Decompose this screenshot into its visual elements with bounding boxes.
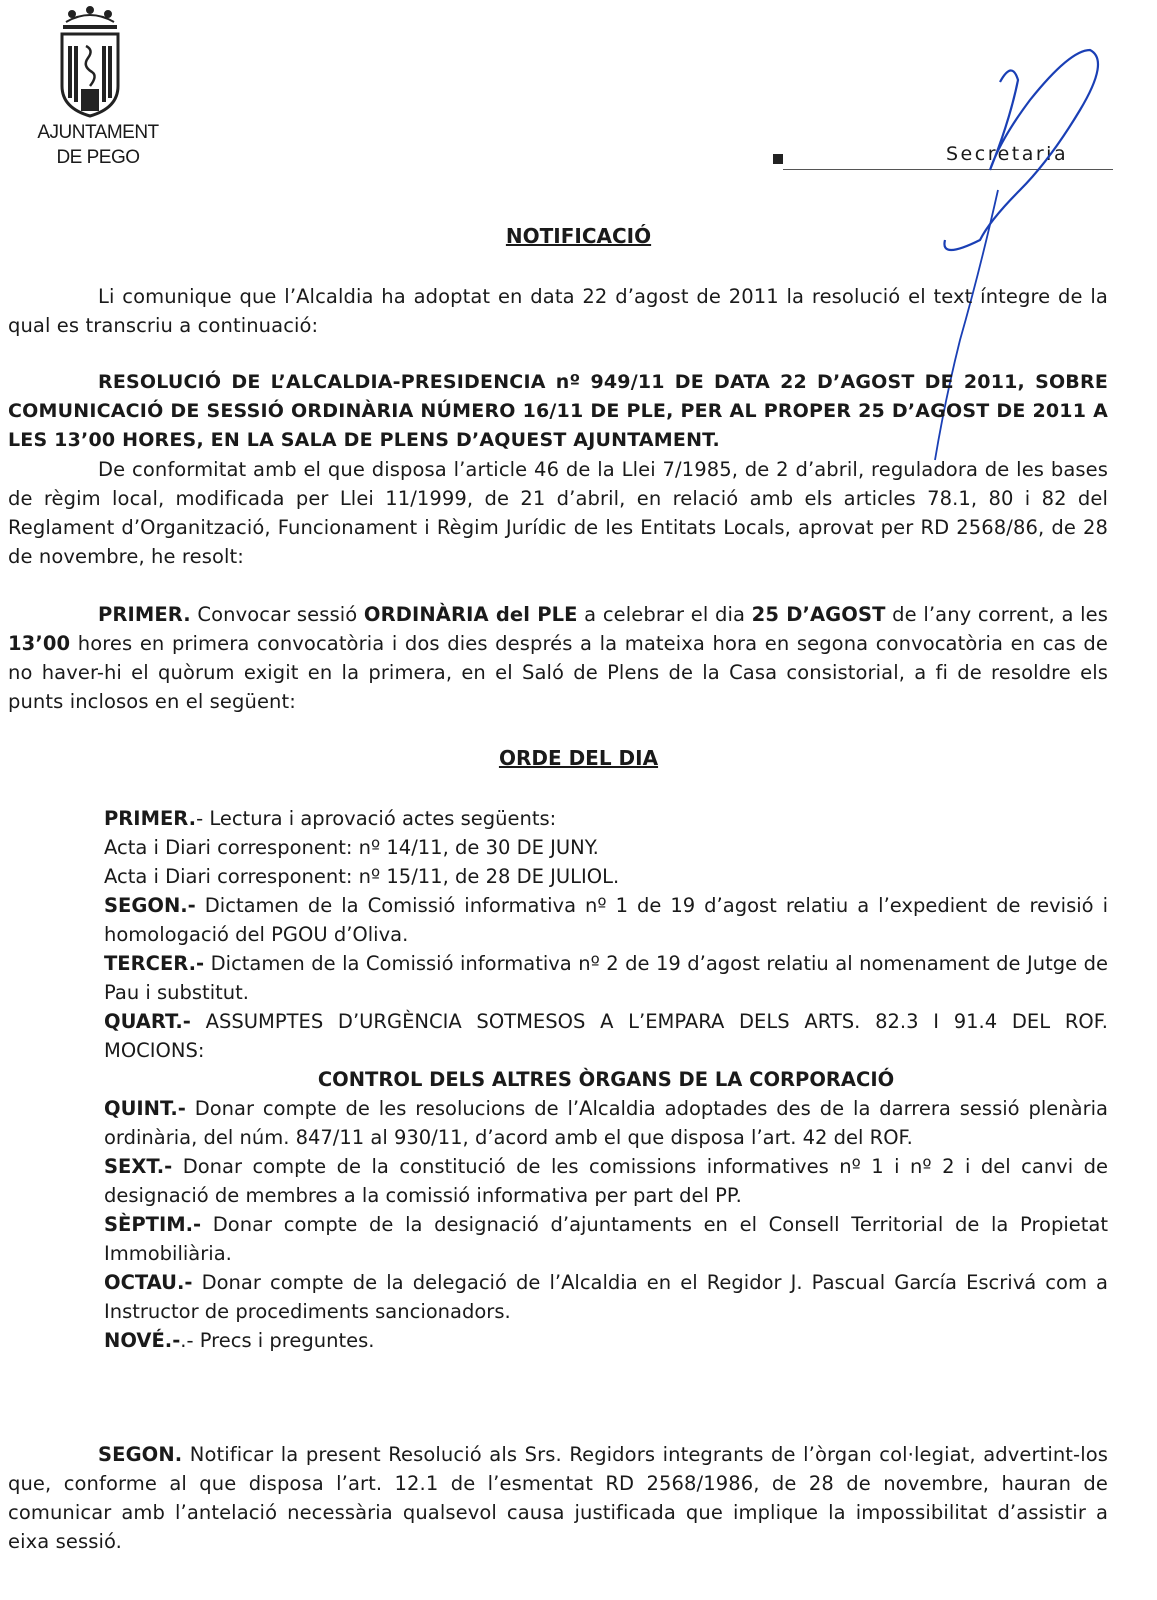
intro-paragraph: Li comunique que l’Alcaldia ha adoptat en data 22 d’agost de 2011 la resolució el text íntegre de la qual es transcriu a continuació: [8,285,1108,337]
agenda-item: QUART.- ASSUMPTES D’URGÈNCIA SOTMESOS A L’EMPARA DELS ARTS. 82.3 I 91.4 DEL ROF. MOCIONS: [104,1010,1108,1062]
conformity-paragraph: De conformitat amb el que disposa l’article 46 de la Llei 7/1985, de 2 d’abril, reguladora de les bases de règim local, modificada per Llei 11/1999, de 21 d’abril, en relació amb els articles 78.1, 80 i 82 del Reglament d’Organització, Funcionament i Règim Jurídic de les Entitats Locals, aprovat per RD 2568/86, de 28 de novembre, he resolt: [8,458,1108,568]
resolution-heading: RESOLUCIÓ DE L’ALCALDIA-PRESIDENCIA nº 949/11 DE DATA 22 D’AGOST DE 2011, SOBRE COMUNICACIÓ DE SESSIÓ ORDINÀRIA NÚMERO 16/11 DE PLE, PER AL PROPER 25 D’AGOST DE 2011 A LES 13’00 HORES, EN LA SALA DE PLENS D’AQUEST AJUNTAMENT. [8,371,1108,451]
agenda-list [104,804,1108,1355]
agenda-item: QUINT.- Donar compte de les resolucions de l’Alcaldia adoptades des de la darrera sessió plenària ordinària, del núm. 847/11 al 930/11, d’acord amb el que disposa l’art. 42 del ROF. [104,1097,1108,1149]
agenda-item-subline: Acta i Diari corresponent: nº 14/11, de 30 DE JUNY. [104,836,599,859]
department-marker [773,154,783,164]
agenda-item: PRIMER.- Lectura i aprovació actes següents: [104,807,557,830]
org-line-1: AJUNTAMENT [37,122,159,143]
department-divider [783,169,1113,170]
agenda-item: TERCER.- Dictamen de la Comissió informativa nº 2 de 19 d’agost relatiu al nomenament de Jutge de Pau i substitut. [104,952,1108,1004]
agenda-item: NOVÉ.-.- Precs i preguntes. [104,1329,375,1352]
agenda-title: ORDE DEL DIA [498,746,659,770]
agenda-item-subline: Acta i Diari corresponent: nº 15/11, de 28 DE JULIOL. [104,865,620,888]
segon-paragraph: SEGON. Notificar la present Resolució als Srs. Regidors integrants de l’òrgan col·legiat, advertint-los que, conforme al que disposa l’art. 12.1 de l’esmentat RD 2568/1986, de 28 de novembre, hauran de comunicar amb l’antelació necessària qualsevol causa justificada que implique la impossibilitat d’assistir a eixa sessió. [8,1443,1108,1553]
municipal-crest-icon [50,6,130,118]
primer-paragraph: PRIMER. Convocar sessió ORDINÀRIA del PLE a celebrar el dia 25 D’AGOST de l’any corrent, a les 13’00 hores en primera convocatòria i dos dies després a la mateixa hora en segona convocatòria en cas de no haver-hi el quòrum exigit en la primera, en el Saló de Plens de la Casa consistorial, a fi de resoldre els punts inclosos en el següent: [8,603,1108,713]
page-title: NOTIFICACIÓ [505,224,652,248]
agenda-item: SÈPTIM.- Donar compte de la designació d’ajuntaments en el Consell Territorial de la Propietat Immobiliària. [104,1213,1108,1265]
agenda-item: OCTAU.- Donar compte de la delegació de l’Alcaldia en el Regidor J. Pascual García Escrivá com a Instructor de procediments sancionadors. [104,1271,1108,1323]
agenda-item: SEXT.- Donar compte de la constitució de les comissions informatives nº 1 i nº 2 i del canvi de designació de membres a la comissió informativa per part del PP. [104,1155,1108,1207]
agenda-item: SEGON.- Dictamen de la Comissió informativa nº 1 de 19 d’agost relatiu a l’expedient de revisió i homologació del PGOU d’Oliva. [104,894,1108,946]
department-label: Secretaria [946,143,1069,165]
agenda-section-heading: CONTROL DELS ALTRES ÒRGANS DE LA CORPORACIÓ [317,1068,895,1091]
organization-name [8,120,188,170]
org-line-2: DE PEGO [56,147,140,168]
